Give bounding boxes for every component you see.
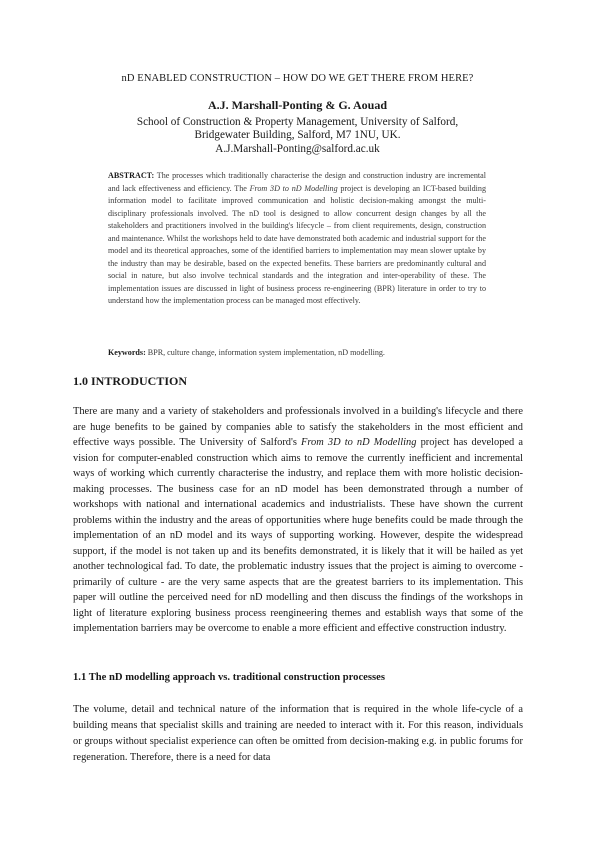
- subsection-heading: 1.1 The nD modelling approach vs. traditional construction processes: [73, 672, 385, 683]
- paper-title: nD ENABLED CONSTRUCTION – HOW DO WE GET THERE FROM HERE?: [121, 73, 474, 84]
- affiliation-line: Bridgewater Building, Salford, M7 1NU, UK.: [194, 129, 401, 142]
- project-name: From 3D to nD Modelling: [301, 437, 417, 448]
- section-heading-introduction: 1.0 INTRODUCTION: [73, 374, 188, 388]
- keywords-text: BPR, culture change, information system implementation, nD modelling.: [145, 348, 385, 357]
- affiliation-line: School of Construction & Property Management, University of Salford,: [136, 116, 459, 128]
- abstract-project-name: From 3D to nD Modelling: [249, 183, 338, 193]
- body-text: There are many and a variety of stakeholders and professionals involved in a building's lifecycle and there are huge benefits to be gained by companies able to satisfy the stakeholders in the most efficient and effective ways possible. The University of Salford's: [73, 406, 523, 448]
- abstract-label: ABSTRACT:: [108, 171, 155, 180]
- paper-authors: A.J. Marshall-Ponting & G. Aouad: [207, 98, 387, 112]
- abstract-text: project is developing an ICT-based building information model to facilitate improved communication and holistic decision-making amongst the multi-disciplinary professionals involved. The nD tool is designed to allow concurrent design changes by all the stakeholders and practitioners involved in the building's lifecycle – from client requirements, design, construction and maintenance. Whilst the workshops held to date have demonstrated both academic and industrial support for the model and its theoretical approaches, some of the identified barriers to implementation may mean slower uptake by the industry than may be desirable, based on the expected benefits. These barriers are predominantly cultural and social in nature, but also involve technical standards and the integration and inter-operability of these. The implementation issues are discussed in light of business process re-engineering (BPR) literature in order to try to understand how the implementation process can be managed most effectively.: [108, 183, 486, 306]
- keywords-label: Keywords:: [108, 348, 146, 357]
- author-email: A.J.Marshall-Ponting@salford.ac.uk: [215, 142, 380, 155]
- body-text: project has developed a vision for computer-enabled construction which aims to remove the currently inefficient and incremental ways of working which currently characterise the industry, and replace them with more holistic decision-making processes. The business case for an nD model has been demonstrated through a number of workshops with national and international academics and industrialists. These have shown the current problems within the industry and the areas of opportunities where huge benefits could be made through the implementation of an nD model and its ways of supporting working. However, despite the widespread support, if the model is not taken up and its benefits demonstrated, it is likely that it will be hailed as yet another technological fad. To date, the problematic industry issues that the project is aiming to overcome - primarily of culture - are the very same aspects that are the greatest barriers to its implementation. This paper will outline the perceived need for nD modelling and then discuss the findings of the workshops in light of literature exploring business process reengineering themes and establish ways that some of the implementation barriers may be overcome to enable a more efficient and effective construction industry.: [73, 437, 523, 634]
- author-affiliation: [0, 116, 595, 156]
- abstract-text: The processes which traditionally characterise the design and construction industry are incremental and lack effectiveness and efficiency. The: [108, 171, 486, 193]
- keywords: [108, 347, 488, 359]
- subsection-paragraph: The volume, detail and technical nature of the information that is required in the whole life-cycle of a building means that specialist skills and training are needed to interact with it. For this reason, individuals or groups without specialist experience can often be omitted from decision-making e.g. in public forums for regeneration. Therefore, there is a need for data: [73, 704, 523, 763]
- introduction-paragraph: [73, 404, 523, 637]
- abstract: [108, 170, 486, 308]
